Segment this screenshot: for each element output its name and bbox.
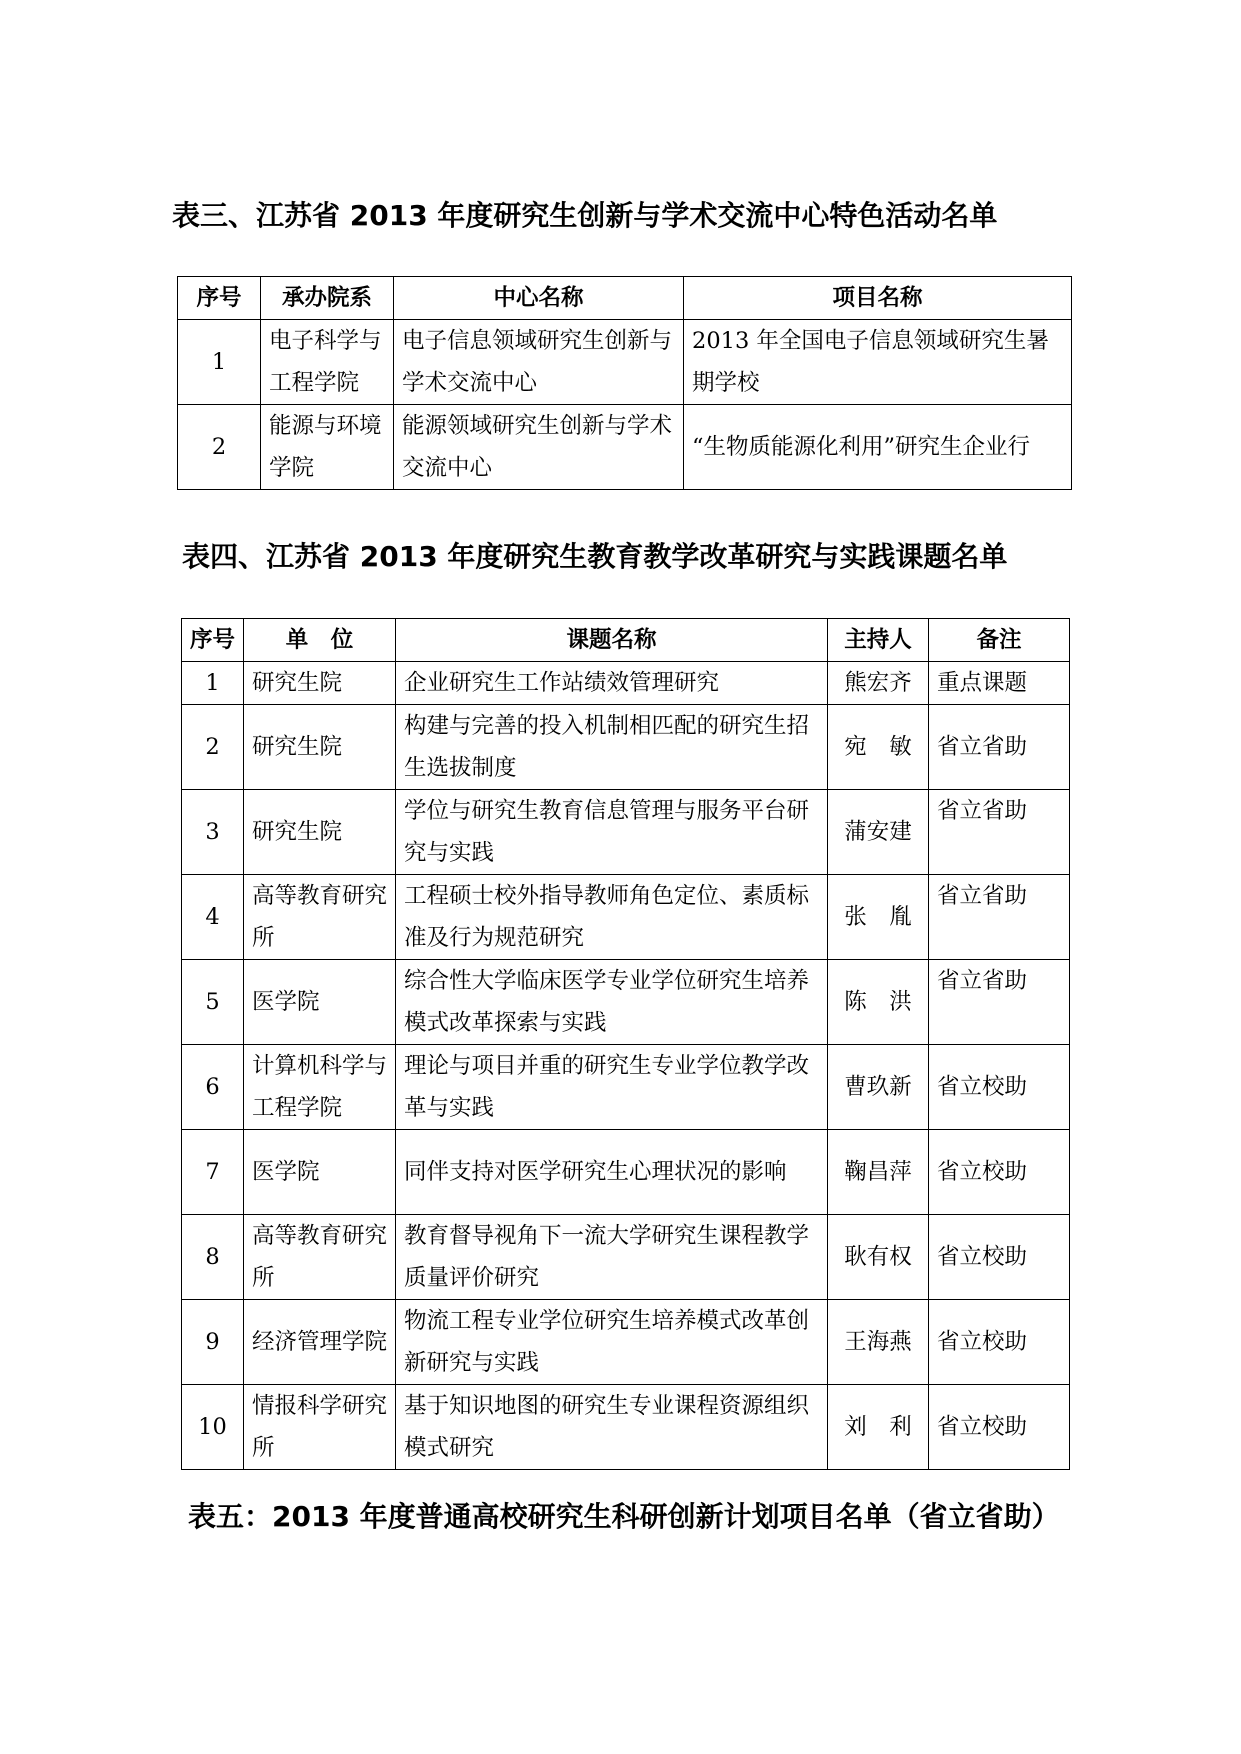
column-header: 序号: [182, 619, 244, 662]
host-person: 鞠昌萍: [828, 1130, 929, 1215]
column-header: 备注: [929, 619, 1070, 662]
host-person: 陈 洪: [828, 960, 929, 1045]
table-row: [182, 960, 1070, 1045]
row-number: 5: [182, 960, 244, 1045]
row-number: 10: [182, 1385, 244, 1470]
table-row: [182, 790, 1070, 875]
unit: 研究生院: [244, 790, 396, 875]
row-number: 1: [182, 662, 244, 705]
remark: 省立校助: [929, 1300, 1070, 1385]
table-row: [178, 405, 1072, 490]
project-name: “生物质能源化利用”研究生企业行: [684, 405, 1072, 490]
row-number: 8: [182, 1215, 244, 1300]
project-title: 教育督导视角下一流大学研究生课程教学质量评价研究: [396, 1215, 828, 1300]
unit: 研究生院: [244, 705, 396, 790]
row-number: 6: [182, 1045, 244, 1130]
center-name: 电子信息领域研究生创新与学术交流中心: [394, 320, 684, 405]
remark: 省立校助: [929, 1130, 1070, 1215]
table-row: [178, 320, 1072, 405]
innovation-center-activities-table: [177, 276, 1072, 490]
unit: 经济管理学院: [244, 1300, 396, 1385]
remark: 省立校助: [929, 1045, 1070, 1130]
column-header: 主持人: [828, 619, 929, 662]
project-title: 理论与项目并重的研究生专业学位教学改革与实践: [396, 1045, 828, 1130]
remark: 重点课题: [929, 662, 1070, 705]
unit: 医学院: [244, 1130, 396, 1215]
project-name: 2013 年全国电子信息领域研究生暑期学校: [684, 320, 1072, 405]
host-person: 宛 敏: [828, 705, 929, 790]
remark: 省立校助: [929, 1215, 1070, 1300]
host-person: 王海燕: [828, 1300, 929, 1385]
host-person: 刘 利: [828, 1385, 929, 1470]
teaching-reform-projects-table: [181, 618, 1070, 1470]
table-row: [182, 1130, 1070, 1215]
column-header: 序号: [178, 277, 261, 320]
column-header: 项目名称: [684, 277, 1072, 320]
project-title: 基于知识地图的研究生专业课程资源组织模式研究: [396, 1385, 828, 1470]
host-person: 熊宏齐: [828, 662, 929, 705]
table4-title: 表四、江苏省 2013 年度研究生教育教学改革研究与实践课题名单: [182, 540, 1008, 573]
project-title: 构建与完善的投入机制相匹配的研究生招生选拔制度: [396, 705, 828, 790]
project-title: 综合性大学临床医学专业学位研究生培养模式改革探索与实践: [396, 960, 828, 1045]
row-number: 3: [182, 790, 244, 875]
row-number: 7: [182, 1130, 244, 1215]
table-row: [182, 1385, 1070, 1470]
table-row: [182, 1300, 1070, 1385]
row-number: 4: [182, 875, 244, 960]
project-title: 物流工程专业学位研究生培养模式改革创新研究与实践: [396, 1300, 828, 1385]
host-department: 能源与环境学院: [261, 405, 394, 490]
host-person: 张 胤: [828, 875, 929, 960]
row-number: 9: [182, 1300, 244, 1385]
table-header-row: [178, 277, 1072, 320]
row-number: 1: [178, 320, 261, 405]
remark: 省立校助: [929, 1385, 1070, 1470]
column-header: 中心名称: [394, 277, 684, 320]
host-person: 耿有权: [828, 1215, 929, 1300]
row-number: 2: [182, 705, 244, 790]
table-header-row: [182, 619, 1070, 662]
column-header: 单 位: [244, 619, 396, 662]
table5-title: 表五：2013 年度普通高校研究生科研创新计划项目名单（省立省助）: [188, 1500, 1060, 1533]
host-person: 曹玖新: [828, 1045, 929, 1130]
unit: 医学院: [244, 960, 396, 1045]
remark: 省立省助: [929, 960, 1070, 1045]
column-header: 课题名称: [396, 619, 828, 662]
project-title: 工程硕士校外指导教师角色定位、素质标准及行为规范研究: [396, 875, 828, 960]
table3-title: 表三、江苏省 2013 年度研究生创新与学术交流中心特色活动名单: [172, 199, 998, 232]
host-person: 蒲安建: [828, 790, 929, 875]
table-row: [182, 705, 1070, 790]
remark: 省立省助: [929, 875, 1070, 960]
table-row: [182, 662, 1070, 705]
row-number: 2: [178, 405, 261, 490]
unit: 高等教育研究所: [244, 1215, 396, 1300]
unit: 计算机科学与工程学院: [244, 1045, 396, 1130]
host-department: 电子科学与工程学院: [261, 320, 394, 405]
table-row: [182, 1045, 1070, 1130]
remark: 省立省助: [929, 790, 1070, 875]
remark: 省立省助: [929, 705, 1070, 790]
table-row: [182, 875, 1070, 960]
center-name: 能源领域研究生创新与学术交流中心: [394, 405, 684, 490]
column-header: 承办院系: [261, 277, 394, 320]
project-title: 同伴支持对医学研究生心理状况的影响: [396, 1130, 828, 1215]
table-row: [182, 1215, 1070, 1300]
unit: 高等教育研究所: [244, 875, 396, 960]
project-title: 学位与研究生教育信息管理与服务平台研究与实践: [396, 790, 828, 875]
project-title: 企业研究生工作站绩效管理研究: [396, 662, 828, 705]
unit: 情报科学研究所: [244, 1385, 396, 1470]
unit: 研究生院: [244, 662, 396, 705]
